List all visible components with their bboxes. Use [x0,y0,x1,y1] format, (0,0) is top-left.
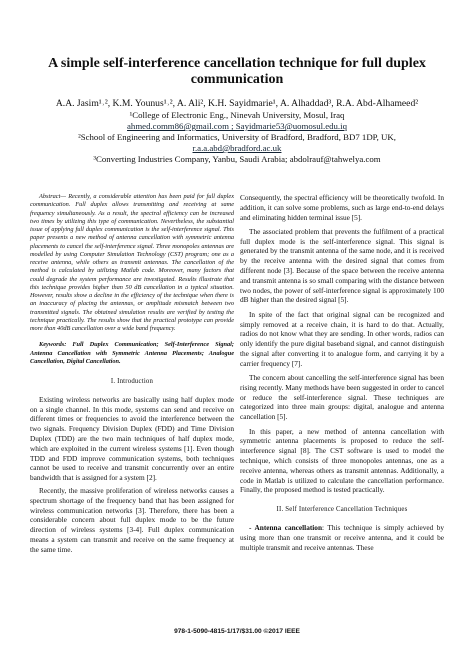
paragraph: The associated problem that prevents the fulfilment of a practical full duplex mode is the self-interference signal. This signal is generated by the transmit antenna of the same node, and it is received by the receive antenna with the desired signal that comes from different node [3]. Because of the space between the receive antenna and transmit antenna is so small comparing with the distance between two nodes, the power of self-interference signal is approximately 100 dB higher than the desired signal [5]. [240,226,444,305]
affiliation-3: ³Converting Industries Company, Yanbu, Saudi Arabia; abdolrauf@tahwelya.com [93,154,381,164]
antenna-cancellation-lead: - Antenna cancellation [249,522,323,532]
emails-affiliation-1[interactable]: ahmed.comm86@gmail.com ; Sayidmarie53@uomosul.edu.iq [127,121,347,131]
paragraph-antenna-cancellation [240,523,444,552]
author-block [20,98,454,165]
paragraph: Existing wireless networks are basically using half duplex mode on a single channel. In this mode, systems can send and receive on different times or frequencies to avoid the interference between the two signals. Frequency Division Duplex (FDD) and Time Division Duplex (TDD) are the two main techniques of half duplex mode, which are exploited in the current wireless systems [1]. Even though TDD and FDD improve communication systems, both techniques cannot be used to receive and transmit concurrently over an entire bandwidth that is assigned for a system [2]. [30,394,234,483]
paragraph: The concern about cancelling the self-interference signal has been rising recently. Many methods have been suggested in order to cancel or reduce the self-interference signal. These techniques are categorized into three main groups: digital, analogue and antenna cancellation [5]. [240,373,444,422]
author-names: A.A. Jasim¹˒², K.M. Younus¹˒², A. Ali², K.H. Sayidmarie¹, A. Alhaddad³, R.A. Abd-Alhameed² [55,98,419,109]
section-heading-introduction: I. Introduction [110,378,154,385]
email-affiliation-2[interactable]: r.a.a.abd@bradford.ac.uk [192,143,282,153]
paragraph: In spite of the fact that original signal can be recognized and simply removed at a receive chain, it is hard to do that. Actually, radios do not know what they are sending. In other words, radios can only identify the pure digital baseband signal, and cannot distinguish the signal after converting it to analogue form, and carrying it by a carrier frequency [7]. [240,309,444,368]
section-heading-techniques: II. Self Interference Cancellation Techniques [276,506,408,514]
paragraph: Consequently, the spectral efficiency will be theoretically twofold. In addition, it can solve some problems, such as large end-to-end delays and eliminating hidden terminal issue [5]. [240,193,444,222]
abstract: Abstract— Recently, a considerable attention has been paid for full duplex communication. Full duplex allows transmitting and receiving at same frequency simultaneously. As a result, the spectral efficiency can be increased two times by utilizing this type of communication. Nevertheless, the substantial issue of applying full duplex communication is the self-interference signal. This paper presents a new method of antenna cancellation with symmetric antenna placements to cancel the self-interference signal. Three monopoles antennas are modelled by using Computer Simulation Technology (CST) program; one as a receive antenna, while others as transmit antennas. The cancellation of the method is calculated by utilizing Matlab code. Moreover, many factors that could degrade the system performance are investigated. Results illustrate that this technique provides higher than 50 dB cancellation in a typical situation. However, results show a decline in the efficiency of the technique when there is an inaccuracy of placing the antennas, or amplitude mismatch between two transmitted signals. The obtained simulation results are verified by testing the technique practically. The results show that the practical prototype can provide more than 40dB cancellation over a wide band frequency. [30,193,234,332]
affiliation-2: ²School of Engineering and Informatics, University of Bradford, Bradford, BD7 1DP, UK, [78,132,396,142]
keywords: Keywords: Full Duplex Communication; Self-Interference Signal; Antenna Cancellation with Symmetric Antenna Placements; Analogue Cancellation, Digital Cancellation. [30,341,234,365]
copyright-footer: 978-1-5090-4815-1/17/$31.00 ©2017 IEEE [174,628,300,635]
paragraph: In this paper, a new method of antenna cancellation with symmetric antenna placements is proposed to reduce the self-interference signal [8]. The CST software is used to model the technique, which consists of three monopoles antennas, one as a receive antenna, whereas others as transmit antennas. Additionally, a code in Matlab is utilized to calculate the cancellation performance. Finally, the proposed method is tested practically. [240,426,444,495]
paragraph: Recently, the massive proliferation of wireless networks causes a spectrum shortage of the frequency band that has been assigned for wireless communication networks [3]. Therefore, there has been a considerable concern about full duplex mode to be the future direction of wireless systems [3-4]. Full duplex communication means a system can transmit and receive on the same frequency at the same time. [30,485,234,554]
left-column [30,193,234,558]
antenna-cancellation-text: : This technique is simply achieved by using more than one transmit or receive antenna, and it could be multiple transmit and receive antennas. These [240,522,444,552]
right-column [240,193,444,557]
paper-title: A simple self-interference cancellation technique for full duplex communication [48,56,426,87]
affiliation-1: ¹College of Electronic Eng., Ninevah University, Mosul, Iraq [129,110,345,120]
